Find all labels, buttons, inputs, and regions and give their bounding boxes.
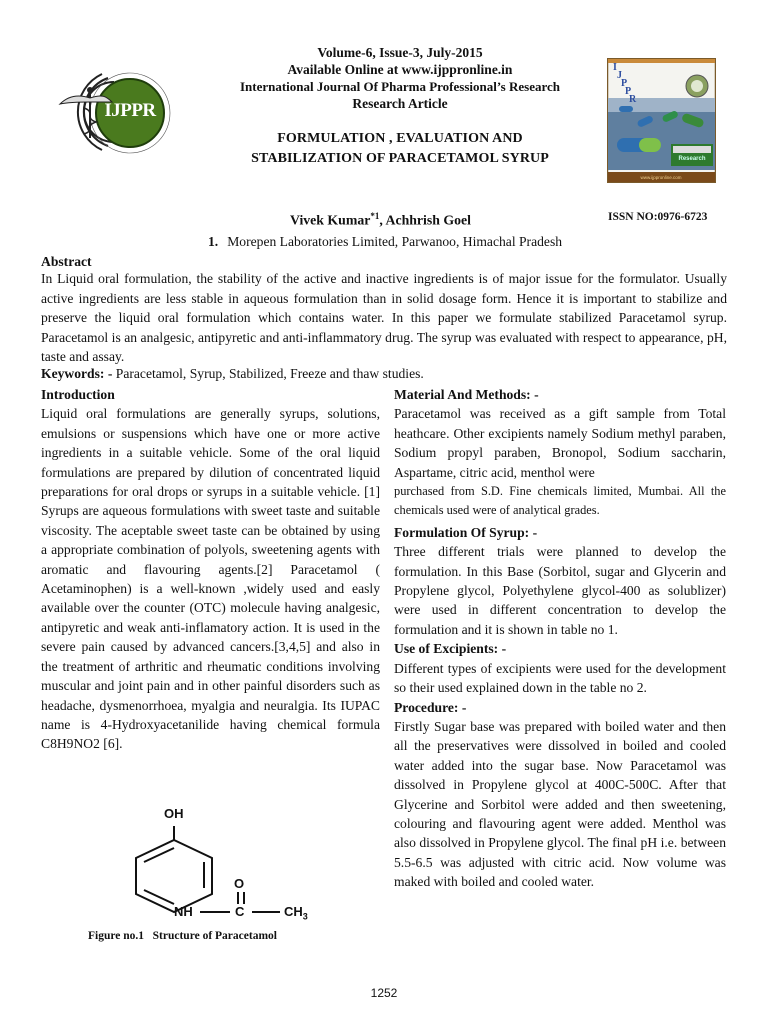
keywords-label: Keywords: -: [41, 366, 113, 381]
paracetamol-structure-figure: [88, 806, 360, 946]
o-label: O: [234, 876, 245, 891]
affiliation: [208, 234, 562, 250]
abstract-text: In Liquid oral formulation, the stability of the active and inactive ingredients is of major issue for the formulator. Usually active ingredients are less stable in aqueous formulation than in solid dosage form. Hence it is important to stabilize and preserve the liquid oral formulation which contains water. In this paper we formulate stabilized Paracetamol syrup. Paracetamol is an analgesic, antipyretic and anti-inflammatory drug. The syrup was evaluated with respect to appearance, pH, taste and assay.: [41, 271, 727, 365]
materials-heading: Material And Methods: -: [394, 387, 539, 402]
procedure-text: Firstly Sugar base was prepared with boiled water and then all the preservatives were dissolved in boiled and cooled water added into the sugar base. Now Paracetamol was dissolved in Propylene glycol at 400C-500C. After that Glycerine and Sorbitol were added and then sweetening, colouring and flavouring agent were added. Menthol was also dissolved in Propylene glycol. The final pH i.e. between 5.5-6.5 was adjusted with citric acid. Now volume was maked with boiled and cooled water.: [394, 718, 726, 890]
svg-text:I: I: [613, 62, 617, 73]
author-line: [290, 211, 471, 229]
paper-title-line-2: STABILIZATION OF PARACETAMOL SYRUP: [251, 151, 549, 166]
materials-text-b: purchased from S.D. Fine chemicals limited, Mumbai. All the chemicals used were of analytical grades.: [394, 484, 726, 518]
author-1: Vivek Kumar: [290, 212, 371, 228]
formulation-heading: Formulation Of Syrup: -: [394, 524, 538, 540]
procedure-heading: Procedure: -: [394, 699, 467, 715]
paper-title-line-1: FORMULATION , EVALUATION AND: [277, 131, 523, 146]
keywords: [41, 366, 424, 382]
svg-text:Research: Research: [678, 156, 706, 162]
abstract-heading: Abstract: [41, 254, 92, 269]
cover-footer: www.ijppronline.com: [640, 175, 682, 180]
excipients-heading: Use of Excipients: -: [394, 641, 507, 657]
svg-text:P: P: [621, 78, 628, 89]
affiliation-number: 1.: [208, 234, 219, 249]
formulation-text: Three different trials were planned to develop the formulation. In this Base (Sorbitol, sugar and Glycerin and Propylene glycol, Polyethylene glycol-400 as solublizer) were used in different concentration to develop the formulation and it is shown in table no 1.: [394, 544, 726, 637]
excipients-text: Different types of excipients were used for the development so their used explained down in the table no 2.: [394, 660, 726, 696]
figure-caption: Figure no.1 Structure of Paracetamol: [88, 930, 277, 942]
page-number: 1252: [370, 986, 398, 1000]
svg-text:P: P: [625, 86, 632, 97]
keywords-text: Paracetamol, Syrup, Stabilized, Freeze and thaw studies.: [112, 366, 424, 381]
affiliation-text: Morepen Laboratories Limited, Parwanoo, Himachal Pradesh: [227, 234, 563, 249]
c-label: C: [235, 904, 245, 919]
introduction-section: [41, 385, 380, 754]
introduction-heading: Introduction: [41, 387, 115, 402]
author-superscript: *1: [370, 211, 380, 221]
article-type: Research Article: [352, 96, 448, 111]
svg-text:R: R: [629, 94, 637, 105]
introduction-text: Liquid oral formulations are generally syrups, solutions, emulsions or suspensions which have one or more active ingredients in a suitable vehicle. Some of the oral liquid formulations are prepared by dilution of concentrated liquid preparations for oral drops or syrups in a suitable vehicle. [1] Syrups are aqueous formulations with sweet taste and suitable viscosity. The aceptable sweet taste can be obtained by using a appropriate combination of polyols, sweetening agents with aromatic and flavouring agents.[2] Paracetamol ( Acetaminophen) is a well-known ,widely used and easly available over the counter (OTC) molecule having analgesic, antipyretic and weak anti-inflamatory action. It is used in the severe pain caused by advanced cancers.[3,4,5] and also in the treatment of arthritic and rheumatic conditions involving muscular and joint pain and in other painful disorders such as headache, dysmenorrhoea, myalgia and neuralgia. Its IUPAC name is 4-Hydroxyacetanilide having chemical formula C8H9NO2 [6].: [41, 406, 380, 752]
issn-number: ISSN NO:0976-6723: [608, 211, 708, 223]
journal-cover-image: [607, 58, 716, 183]
logo-text: IJPPR: [104, 100, 156, 121]
volume-info: Volume-6, Issue-3, July-2015: [317, 45, 483, 60]
nh-label: NH: [174, 904, 193, 919]
ch3-label: $CH_3$: [284, 904, 308, 922]
journal-name: International Journal Of Pharma Professional’s Research: [239, 79, 561, 94]
materials-text-a: Paracetamol was received as a gift sample from Total heathcare. Other excipients namely Sodium methyl paraben, Sodium propyl paraben, Bronopol, Sodium saccharin, Aspartame, citric acid, menthol were: [394, 406, 726, 480]
availability-link[interactable]: Available Online at www.ijppronline.in: [287, 62, 513, 77]
chemical-structure-icon: [100, 806, 360, 921]
materials-section: [394, 385, 726, 892]
author-2: , Achhrish Goel: [379, 212, 471, 228]
oh-label: OH: [164, 806, 184, 821]
journal-logo: [50, 68, 180, 156]
svg-text:J: J: [617, 70, 622, 81]
